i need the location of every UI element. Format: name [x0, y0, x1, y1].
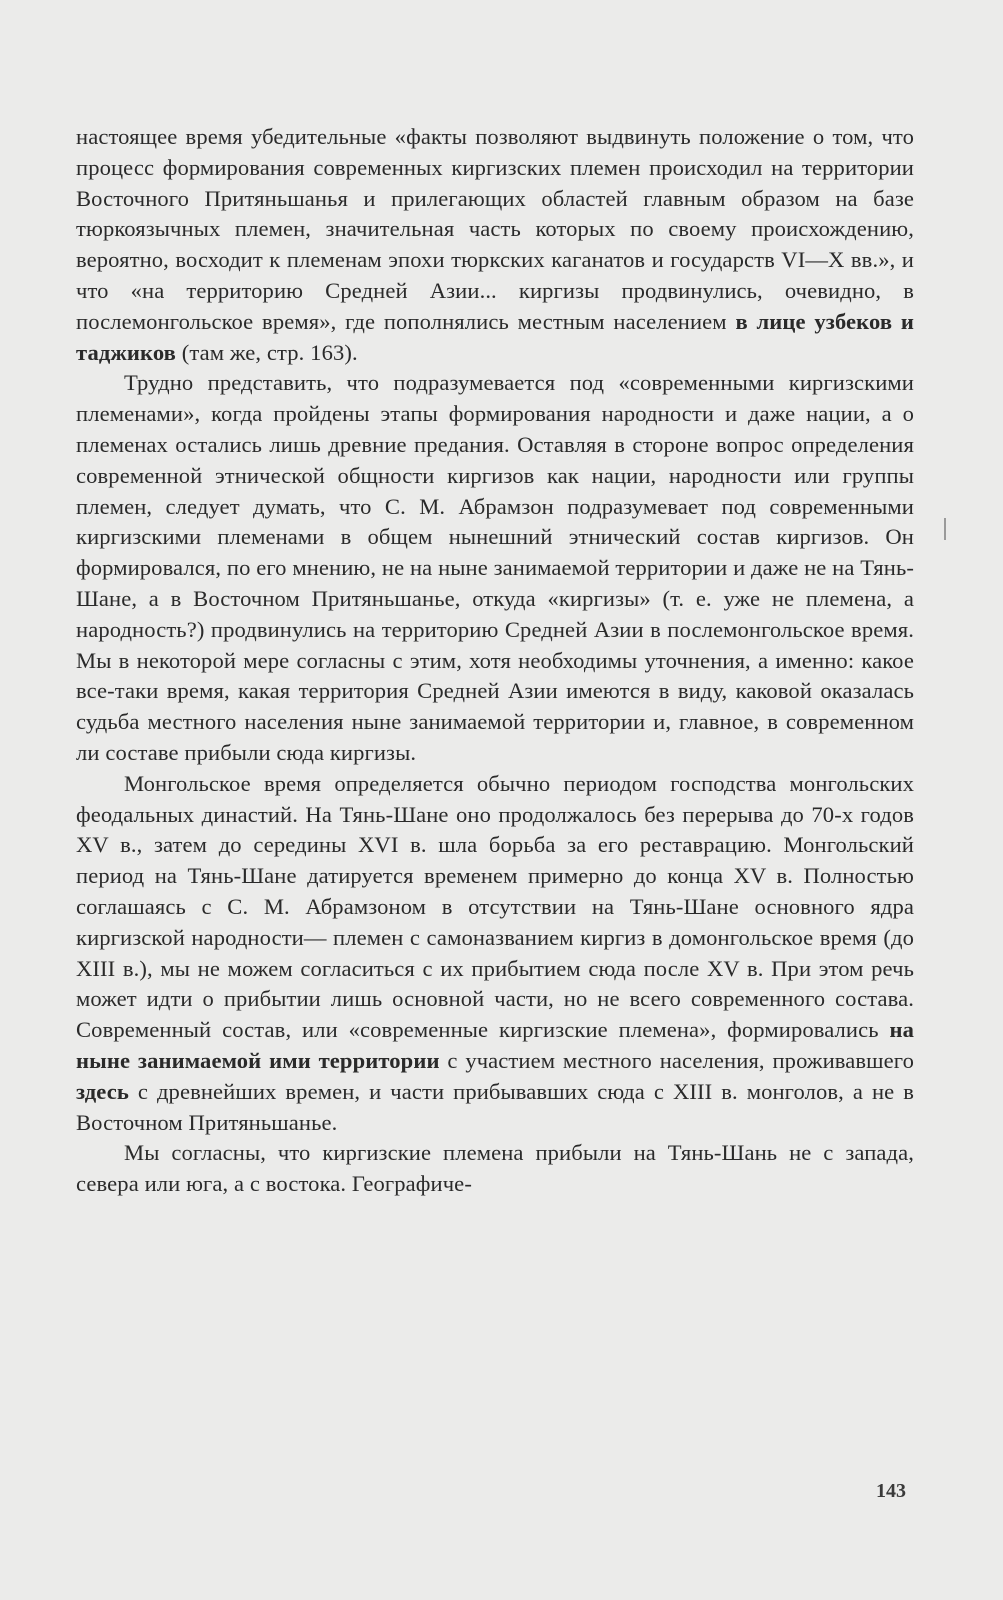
paragraph-1: настоящее время убедительные «факты позволяют выдвинуть положение о том, что процесс формирования современных киргизских племен происходил на территории Восточного Притяньшанья и прилегающих областей главным образом на базе тюркоязычных племен, значительная часть которых по своему происхождению, вероятно, восходит к племенам эпохи тюркских каганатов и государств VI—X вв.», и что «на территорию Средней Азии... киргизы продвинулись, очевидно, в послемонгольское время», где пополнялись местным населением в лице узбеков и таджиков (там же, стр. 163).	[76, 124, 914, 365]
bold-phrase: на ныне занимаемой ими территории	[76, 1017, 914, 1073]
paragraph-2: Трудно представить, что подразумевается под «современными киргизскими племенами», когда пройдены этапы формирования народности и даже нации, а о племенах остались лишь древние предания. Оставляя в стороне вопрос определения современной этнической общности киргизов как нации, народности или группы племен, следует думать, что С. М. Абрамзон подразумевает под современными киргизскими племенами в общем нынешний этнический состав киргизов. Он формировался, по его мнению, не на ныне занимаемой территории и даже не на Тянь-Шане, а в Восточном Притяньшанье, откуда «киргизы» (т. е. уже не племена, а народность?) продвинулись на территорию Средней Азии в послемонгольское время. Мы в некоторой мере согласны с этим, хотя необходимы уточнения, а именно: какое все-таки время, какая территория Средней Азии имеются в виду, каковой оказалась судьба местного населения ныне занимаемой территории и, главное, в современном ли составе прибыли сюда киргизы.	[76, 370, 914, 765]
paragraph-3: Монгольское время определяется обычно периодом господства монгольских феодальных династий. На Тянь-Шане оно продолжалось без перерыва до 70-х годов XV в., затем до середины XVI в. шла борьба за его реставрацию. Монгольский период на Тянь-Шане датируется временем примерно до конца XV в. Полностью соглашаясь с С. М. Абрамзоном в отсутствии на Тянь-Шане основного ядра киргизской народности— племен с самоназванием киргиз в домонгольское время (до XIII в.), мы не можем согласиться с их прибытием сюда после XV в. При этом речь может идти о прибытии лишь основной части, но не всего современного состава. Современный состав, или «современные киргизские племена», формировались на ныне занимаемой ими территории с участием местного населения, проживавшего здесь с древнейших времен, и части прибывавших сюда с XIII в. монголов, а не в Восточном Притяньшанье.	[76, 770, 914, 1135]
bold-phrase: здесь	[76, 1078, 129, 1104]
paragraph-4: Мы согласны, что киргизские племена прибыли на Тянь-Шань не с запада, севера или юга, а с востока. Географиче-	[76, 1140, 914, 1197]
scan-artifact-mark	[944, 518, 946, 540]
bold-phrase: в лице узбеков и таджиков	[76, 308, 914, 365]
page-number: 143	[876, 1480, 906, 1502]
body-text	[76, 122, 914, 1200]
